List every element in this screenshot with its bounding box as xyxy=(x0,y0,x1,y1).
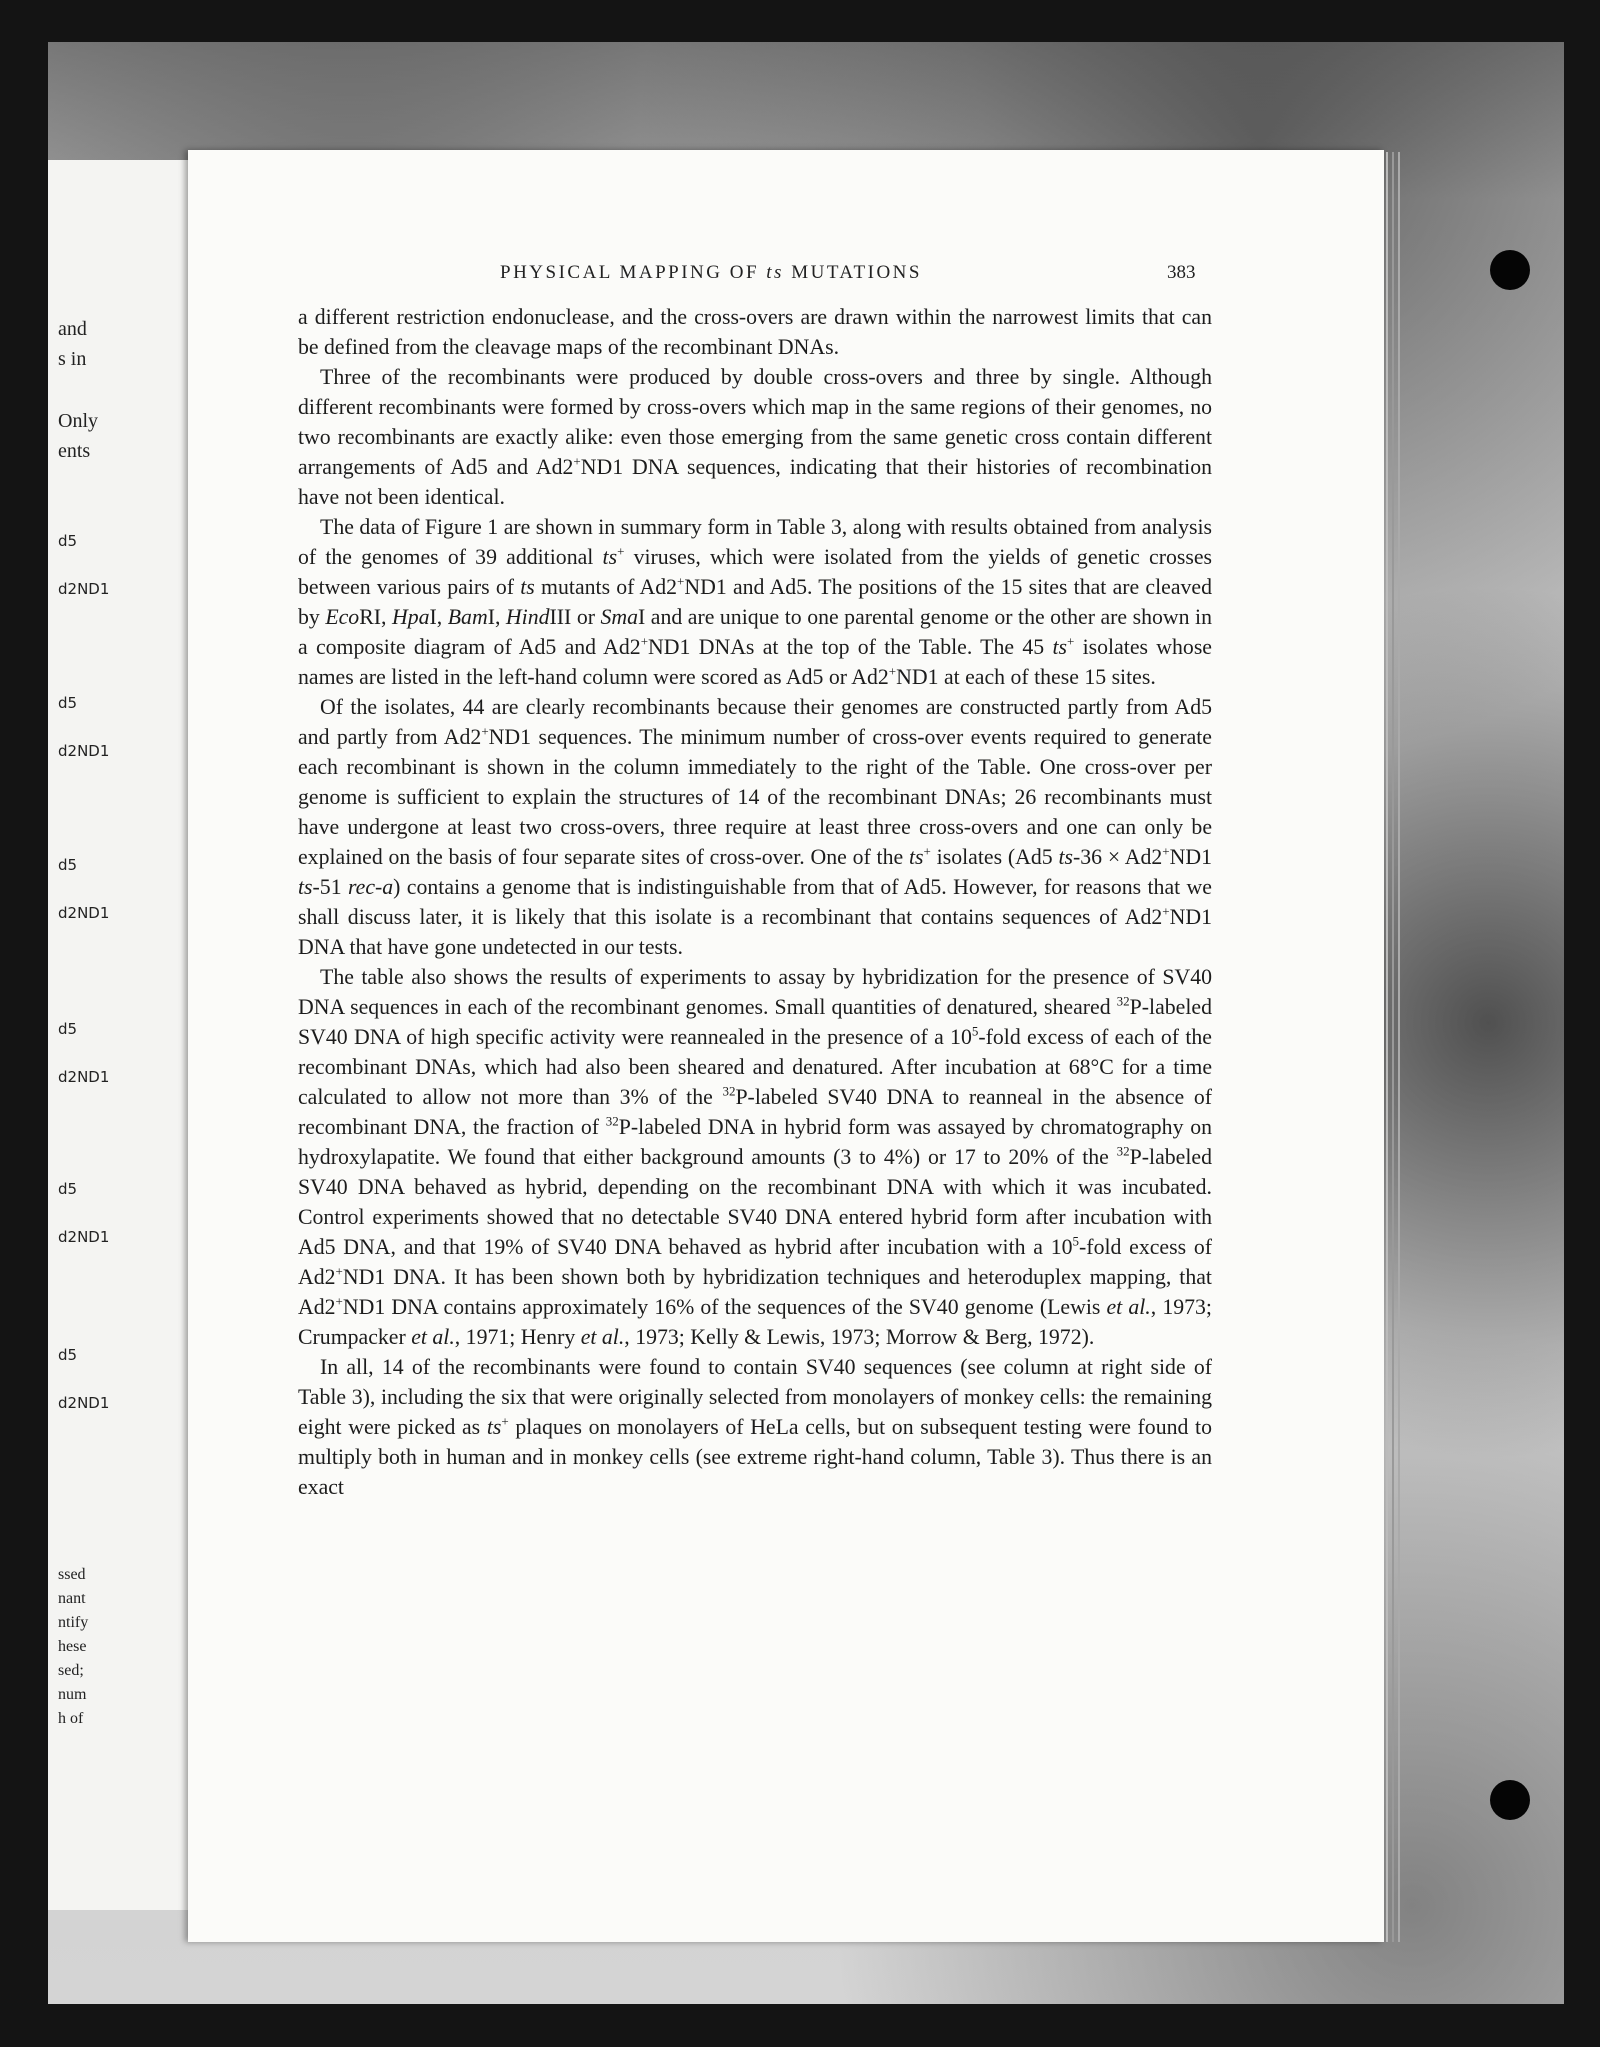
page-edge-line xyxy=(1398,152,1400,1942)
left-page-fragment: ents xyxy=(58,440,91,462)
left-page-fragment: nant xyxy=(58,1590,86,1607)
page-edge-line xyxy=(1386,152,1388,1942)
left-page-fragment: d5 xyxy=(58,1180,78,1198)
left-page-fragment: d2ND1 xyxy=(58,580,110,598)
left-page-fragment: num xyxy=(58,1686,87,1703)
paragraph: Of the isolates, 44 are clearly recombinants because their genomes are constructed partly from Ad5 and partly from Ad2+ND1 sequences. The minimum number of cross-over events required to generate each recombinant is shown in the column immediately to the right of the Table. One cross-over per genome is sufficient to explain the structures of 14 of the recombinant DNAs; 26 recombinants must have undergone at least two cross-overs, three require at least three cross-overs and one can only be explained on the basis of four separate sites of cross-over. One of the ts+ isolates (Ad5 ts-36 × Ad2+ND1 ts-51 rec-a) contains a genome that is indistinguishable from that of Ad5. However, for reasons that we shall discuss later, it is likely that this isolate is a recombinant that contains sequences of Ad2+ND1 DNA that have gone undetected in our tests. xyxy=(298,695,1212,959)
page-number: 383 xyxy=(1167,262,1196,283)
punch-hole xyxy=(1490,250,1530,290)
left-page-fragment: and xyxy=(58,318,87,340)
left-page-fragment: d5 xyxy=(58,1020,78,1038)
left-page-fragment: d5 xyxy=(58,694,78,712)
left-page-fragment: sed; xyxy=(58,1662,84,1679)
left-page-fragment: d2ND1 xyxy=(58,1394,110,1412)
left-page-fragment: ssed xyxy=(58,1566,86,1583)
body-text xyxy=(298,302,1212,1502)
left-page-fragment: d5 xyxy=(58,1346,78,1364)
left-page-fragment: d5 xyxy=(58,532,78,550)
left-page-fragment: d2ND1 xyxy=(58,1068,110,1086)
page-edge-line xyxy=(1392,152,1394,1942)
punch-hole xyxy=(1490,1780,1530,1820)
paragraph: The table also shows the results of experiments to assay by hybridization for the presence of SV40 DNA sequences in each of the recombinant genomes. Small quantities of denatured, sheared $^{32}$P-labeled SV40 DNA of high specific activity were reannealed in the presence of a $10^5$-fold excess of each of the recombinant DNAs, which had also been sheared and denatured. After incubation at 68°C for a time calculated to allow not more than 3% of the $^{32}$P-labeled SV40 DNA to reanneal in the absence of recombinant DNA, the fraction of $^{32}$P-labeled DNA in hybrid form was assayed by chromatography on hydroxylapatite. We found that either background amounts (3 to 4%) or 17 to 20% of the $^{32}$P-labeled SV40 DNA behaved as hybrid, depending on the recombinant DNA with which it was incubated. Control experiments showed that no detectable SV40 DNA entered hybrid form after incubation with Ad5 DNA, and that 19% of SV40 DNA behaved as hybrid after incubation with a $10^5$-fold excess of Ad2+ND1 DNA. It has been shown both by hybridization techniques and heteroduplex mapping, that Ad2+ND1 DNA contains approximately 16% of the sequences of the SV40 genome (Lewis et al., 1973; Crumpacker et al., 1971; Henry et al., 1973; Kelly & Lewis, 1973; Morrow & Berg, 1972). xyxy=(298,965,1213,1349)
left-page-fragment: d2ND1 xyxy=(58,904,110,922)
left-page-fragment: hese xyxy=(58,1638,87,1655)
left-page-fragment: d2ND1 xyxy=(58,1228,110,1246)
left-page-fragment: Only xyxy=(58,410,98,432)
paragraph: In all, 14 of the recombinants were found to contain SV40 sequences (see column at right side of Table 3), including the six that were originally selected from monolayers of monkey cells: the remaining eight were picked as ts+ plaques on monolayers of HeLa cells, but on subsequent testing were found to multiply both in human and in monkey cells (see extreme right-hand column, Table 3). Thus there is an exact xyxy=(298,1355,1212,1499)
running-head: PHYSICAL MAPPING OF ts MUTATIONS xyxy=(500,262,922,283)
paragraph: a different restriction endonuclease, and the cross-overs are drawn within the narrowest limits that can be defined from the cleavage maps of the recombinant DNAs. xyxy=(298,305,1212,359)
left-page-fragment: h of xyxy=(58,1710,84,1727)
left-page-fragment: d5 xyxy=(58,856,78,874)
paragraph: Three of the recombinants were produced by double cross-overs and three by single. Although different recombinants were formed by cross-overs which map in the same regions of their genomes, no two recombinants are exactly alike: even those emerging from the same genetic cross contain different arrangements of Ad5 and Ad2+ND1 DNA sequences, indicating that their histories of recombination have not been identical. xyxy=(298,365,1213,509)
left-page-fragment: ntify xyxy=(58,1614,89,1631)
left-page-fragment: s in xyxy=(58,348,87,370)
paragraph: The data of Figure 1 are shown in summary form in Table 3, along with results obtained from analysis of the genomes of 39 additional ts+ viruses, which were isolated from the yields of genetic crosses between various pairs of ts mutants of Ad2+ND1 and Ad5. The positions of the 15 sites that are cleaved by EcoRI, HpaI, BamI, HindIII or SmaI and are unique to one parental genome or the other are shown in a composite diagram of Ad5 and Ad2+ND1 DNAs at the top of the Table. The 45 ts+ isolates whose names are listed in the left-hand column were scored as Ad5 or Ad2+ND1 at each of these 15 sites. xyxy=(298,515,1212,689)
left-page-fragment: d2ND1 xyxy=(58,742,110,760)
